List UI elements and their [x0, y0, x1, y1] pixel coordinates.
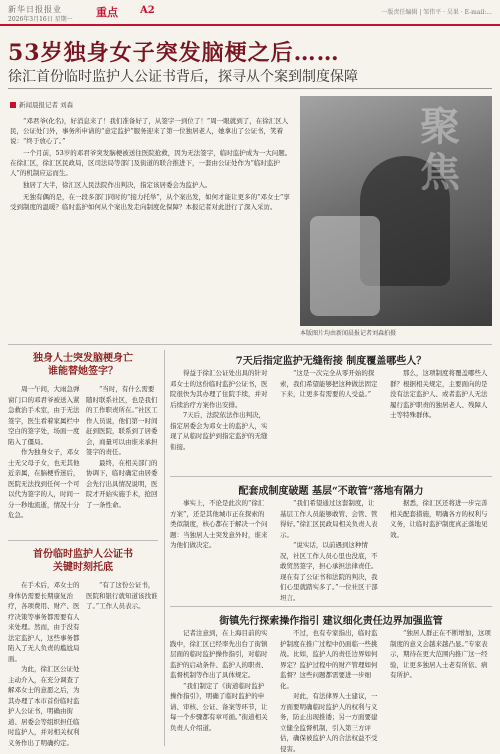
article-paragraph: “这是一次完全从零开始的探索，我们希望能够把这种做法固定下来，让更多有需要的人受益。” — [280, 369, 378, 398]
article-paragraph: 记者注意到，在上海目前的实践中，徐汇区已经率先出台了街镇层面的临时监护操作指引，对临时监护的启动条件、监护人的职责、监督机制等作出了具体规定。 — [170, 629, 268, 679]
hero-photo — [300, 96, 492, 326]
middle-divider — [170, 476, 492, 477]
article-paragraph: “当时，有什么需要随时联系社区，也是我们的工作职责所在。”社区工作人员说，他们第一时间赶到医院，联系到了居委会，商量可以由谁来承担签字的责任。 — [86, 385, 158, 456]
article-paragraph: “独居人群正在不断增加，这项制度的意义会越来越凸显。”专家表示，期待在更大范围内推广这一经验，让更多独居人士老有所依、病有所护。 — [390, 629, 491, 679]
intro-text — [10, 116, 294, 214]
page-number: A2 — [140, 5, 155, 16]
intro-paragraph: 一个月前，53岁的邓君爷突发脑梗被送往医院抢救，因为无法签字，临时监护成为一大问题。在徐汇区，徐汇区民政局，区司法局等部门及街道的联合推进下，一套由公证处作为“临时监护人”的机制应运而生。 — [10, 149, 292, 177]
article-paragraph: 周一午间，大雨急弹窗门口的邓君爷被送入紧急救治手术室，由于无法签字，医生看着家属栏中空白的签字处，场面一度陷入了僵局。 — [8, 385, 80, 446]
page-header — [0, 0, 500, 26]
intro-paragraph: 独居了大半，徐汇区人民法院作出判决，指定该居委会为监护人。 — [23, 181, 212, 189]
left-article2-col1 — [8, 580, 80, 746]
left-article-col2 — [86, 384, 158, 534]
article-paragraph: 据悉，徐汇区还将进一步完善相关配套措施，明确各方的权利与义务，让临时监护制度真正落地见效。 — [390, 499, 488, 539]
headline-rule — [8, 88, 492, 89]
left-article2-title: 首份临时监护人公证书 关键时刻托底 — [33, 549, 133, 573]
header-rule — [0, 24, 500, 26]
left-divider — [8, 540, 158, 541]
bottom-article-col1 — [170, 628, 270, 746]
article-paragraph: 那么，这项制度将覆盖哪些人群？根据相关规定，主要面向的是没有法定监护人、或者监护人无法履行监护职责的独居老人、残障人士等特殊群体。 — [390, 369, 488, 419]
section-divider — [8, 344, 492, 345]
left-article-col1 — [8, 384, 80, 534]
bottom-divider — [170, 606, 492, 607]
left-article2-col2 — [86, 580, 158, 746]
article-paragraph: 在手术后，邓女士的身体仍需要长期康复治疗，各项费用、财产、医疗决策等事务都需要有人来处理。然而，由于没有法定监护人，这些事务都陷入了无人负责的尴尬局面。 — [8, 581, 80, 663]
issue-date: 2026年3月16日 星期一 — [8, 16, 73, 23]
masthead-logo: 新华日报报业 — [8, 5, 62, 14]
section-name: 重点 — [96, 6, 118, 19]
middle-article2-title: 配套成制度破题 基层“不敢管”落地有隔力 — [238, 486, 424, 497]
article-paragraph: 事实上，不论是此次的“徐汇方案”，还是其他城市正在探索的类似制度，核心都在于解决一个问题：当独居人士突发意外时，谁来为他们做决定。 — [170, 499, 268, 549]
byline-text: 新闻晨报记者 刘森 — [19, 101, 74, 109]
bottom-article-col2 — [280, 628, 380, 753]
middle-article-title: 7天后指定监护无缝衔接 制度覆盖哪些人？ — [235, 356, 427, 367]
photo-caption: 本版图片均由新闻晨报记者刘森拍摄 — [300, 330, 397, 337]
byline-marker-icon — [10, 102, 16, 108]
article-paragraph: 7天后，法院依法作出判决，指定居委会为邓女士的监护人，实现了从临时监护到指定监护的无缝衔接。 — [170, 411, 268, 451]
main-subhead: 徐汇首份临时监护人公证书背后，探寻从个案到制度保障 — [8, 69, 358, 85]
article-paragraph: “我们制定了《街道临时监护操作指引》，明确了临时监护的申请、审核、公证、备案等环节，让每一个步骤都有章可循。”街道相关负责人介绍道。 — [170, 681, 268, 732]
article-paragraph: 得益于徐汇公证处出具的针对邓女士的这份临时监护公证书，医院很快为其办理了住院手续，并对后续治疗方案作出安排。 — [170, 369, 268, 409]
middle-article2-col3 — [390, 498, 492, 602]
intro-paragraph: “邓君爷(化名)，好消息来了！我们准备好了，从签字一到位了！”周一眼就到了，在徐汇区人民，公证处门外，事务所申请的“意定监护”服务迎来了第一位独居老人，她拿出了公证书，笑着说：“终于放心了。” — [10, 117, 289, 145]
article-paragraph: 作为独身女子，邓女士无父母子女，也无其他近亲属，在脑梗昏迷后，医院无法找到任何一个可以代为签字的人，时间一分一秒地流逝，情况十分危急。 — [8, 448, 80, 519]
middle-article2-col1 — [170, 498, 270, 602]
middle-article-col1 — [170, 368, 270, 472]
article-paragraph: 为此，徐汇区公证处主动介入，在充分调查了解邓女士的意愿之后，为其办理了本市首份临时监护人公证书，明确由街道、居委会等组织担任临时监护人，并对相关权利义务作出了明确约定。 — [8, 665, 80, 747]
article-paragraph: 不过，也有专家指出，临时监护制度在推广过程中仍面临一些挑战。比如，监护人的责任边界如何界定？监护过程中的财产管理如何监督？这些问题都需要进一步细化。 — [280, 629, 378, 690]
middle-article-col2 — [280, 368, 380, 472]
byline — [10, 100, 73, 109]
bottom-article-col3 — [390, 628, 492, 746]
article-paragraph: “有了这份公证书，医院和银行就知道该找谁了。”工作人员表示。 — [86, 581, 158, 610]
bottom-article-title: 街镇先行探索操作指引 建议细化责任边界加强监管 — [219, 616, 443, 627]
column-divider — [164, 350, 165, 746]
middle-article2-col2 — [280, 498, 380, 602]
article-paragraph: 最终，在相关部门的协调下，临时确定由居委会先行出具情况说明，医院才开始实施手术，抢回了一条性命。 — [86, 458, 158, 509]
intro-paragraph: 无独有偶的是，在一段多部门同时的“接力托举”，从个案出发，如何才能让更多的“邓女士”享受到制度的温暖？临时监护如何从个案出发走向制度化保障？本报记者对此进行了深入采访。 — [10, 193, 290, 211]
article-paragraph: “说实话，以前遇到这种情况，社区工作人员心里也没底，不敢贸然签字，担心承担法律责任。现在有了公证书和法院的判决，我们心里就踏实多了。”一位社区干部坦言。 — [280, 541, 378, 602]
editor-info: 一版责任编辑 | 邹伟平 · 吴果 · E-mail:... — [381, 9, 492, 16]
main-headline: 53岁独身女子突发脑梗之后…… — [8, 40, 340, 66]
left-article-title: 独身人士突发脑梗身亡 谁能替她签字？ — [33, 353, 133, 377]
photo-object-shape — [310, 216, 380, 316]
middle-article-col3 — [390, 368, 492, 472]
article-paragraph: “我们希望通过这套制度，让基层工作人员能够敢管、会管、管得好。”徐汇区民政局相关负责人表示。 — [280, 499, 378, 539]
article-paragraph: 对此，有法律界人士建议，一方面要明确临时监护人的权利与义务，防止出现推诿；另一方面要建立健全监督机制，引入第三方评估，确保被监护人的合法权益不受侵害。 — [280, 692, 378, 753]
photo-watermark: 聚焦 — [420, 103, 460, 196]
